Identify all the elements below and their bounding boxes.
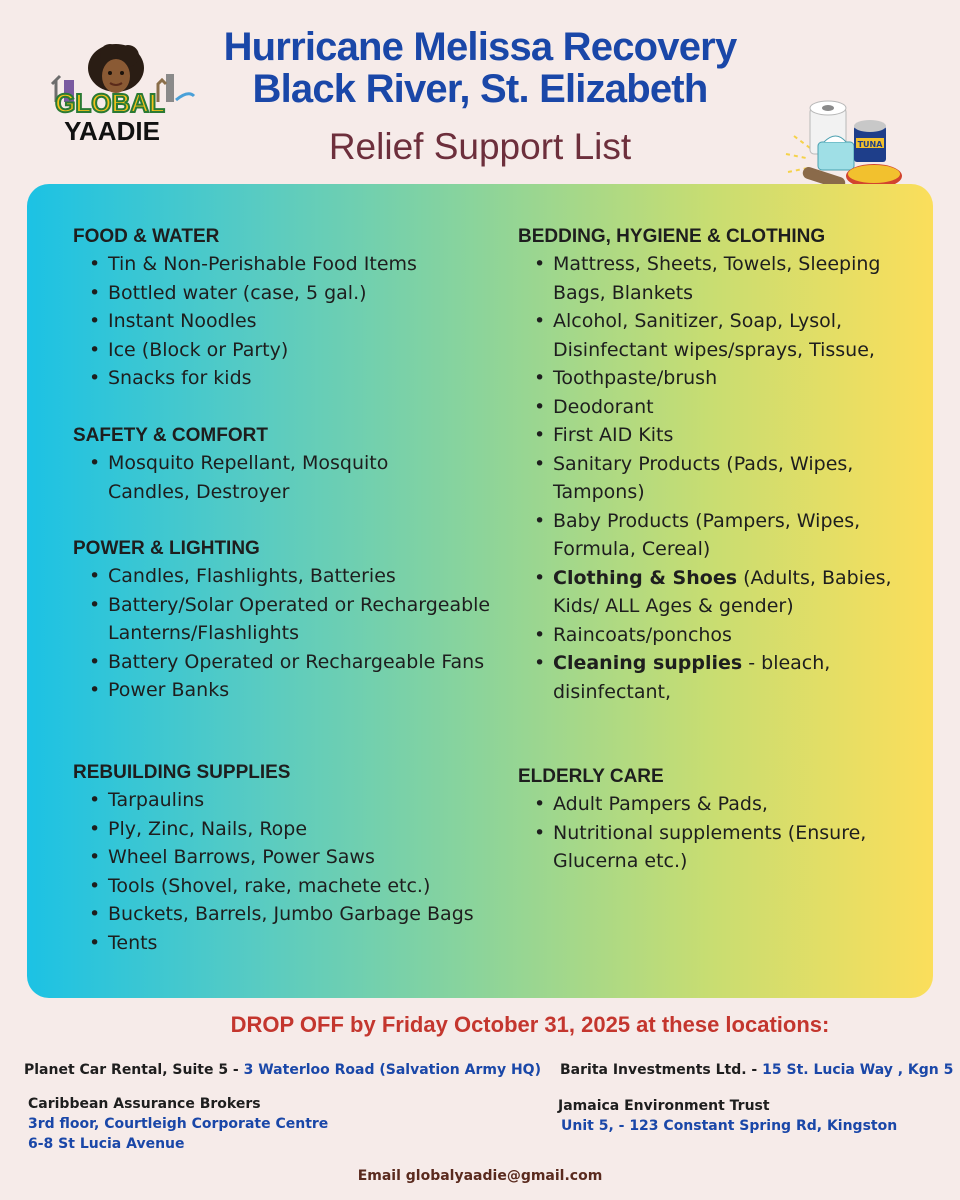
location-name: Planet Car Rental, Suite 5 - [24,1062,244,1078]
cleaning-bold-label: Cleaning supplies [553,652,743,674]
list-item: • Alcohol, Sanitizer, Soap, Lysol, Disinfectant wipes/sprays, Tissue, [534,307,904,364]
location-barita [560,1060,953,1080]
dropoff-heading: DROP OFF by Friday October 31, 2025 at these locations: [230,1012,830,1037]
section-food-water [73,226,417,393]
section-bedding-hygiene-clothing [518,226,904,706]
location-name: Jamaica Environment Trust [558,1098,770,1114]
list-item: • Adult Pampers & Pads, [534,790,914,819]
location-address: Unit 5, - 123 Constant Spring Rd, Kingston [561,1118,898,1134]
list-item: • Battery Operated or Rechargeable Fans [89,648,499,677]
list-item: • Tents [89,929,489,958]
list-item: • Baby Products (Pampers, Wipes, Formula, Cereal) [534,507,904,564]
tuna-can-label: TUNA [857,140,883,149]
logo-text-global: GLOBAL [55,88,165,118]
list-item: • Ply, Zinc, Nails, Rope [89,815,489,844]
list-item: • Instant Noodles [89,307,417,336]
list-item: • Toothpaste/brush [534,364,904,393]
list-item: • Bottled water (case, 5 gal.) [89,279,417,308]
list-item-cleaning [534,649,904,706]
list-item: • Raincoats/ponchos [534,621,904,650]
clothing-detail: (Adults, Babies, Kids/ ALL Ages & gender) [553,566,892,617]
title-line-2: Black River, St. Elizabeth [252,67,708,111]
list-item: • Power Banks [89,676,499,705]
section-elderly-care [518,766,914,876]
section-title: ELDERLY CARE [518,766,664,787]
list-item: • Tools (Shovel, rake, machete etc.) [89,872,489,901]
location-address: 15 St. Lucia Way , Kgn 5 [762,1062,954,1078]
section-power-lighting [73,538,499,705]
section-title: FOOD & WATER [73,226,220,247]
logo-text-yaadie: YAADIE [64,116,160,146]
list-item: • Buckets, Barrels, Jumbo Garbage Bags [89,900,489,929]
list-item: • Snacks for kids [89,364,417,393]
location-address-line-2: 6-8 St Lucia Avenue [28,1136,185,1152]
list-item: • Candles, Flashlights, Batteries [89,562,499,591]
location-address-line-1: 3rd floor, Courtleigh Corporate Centre [28,1116,329,1132]
location-name: Barita Investments Ltd. - [560,1062,763,1078]
relief-list-card [27,184,933,998]
list-item: • Ice (Block or Party) [89,336,417,365]
location-caribbean-assurance [28,1094,328,1154]
location-name: Caribbean Assurance Brokers [28,1096,261,1112]
contact-email[interactable]: Email globalyaadie@gmail.com [357,1168,603,1184]
list-item: • Sanitary Products (Pads, Wipes, Tampons) [534,450,904,507]
clothing-bold-label: Clothing & Shoes [553,566,738,589]
list-item: • Battery/Solar Operated or Rechargeable Lanterns/Flashlights [89,591,499,648]
subtitle: Relief Support List [328,126,632,167]
section-title: POWER & LIGHTING [73,538,260,559]
location-jamaica-environment-trust [558,1096,897,1136]
list-item: • Mosquito Repellant, Mosquito Candles, Destroyer [89,449,429,506]
list-item: • Tin & Non-Perishable Food Items [89,250,417,279]
list-item: • Tarpaulins [89,786,489,815]
section-title: REBUILDING SUPPLIES [73,762,291,783]
cleaning-detail: - bleach, disinfectant, [553,652,831,703]
list-item: • Deodorant [534,393,904,422]
list-item: • Wheel Barrows, Power Saws [89,843,489,872]
list-item: • Mattress, Sheets, Towels, Sleeping Bags, Blankets [534,250,904,307]
section-rebuilding-supplies [73,762,489,957]
title-line-1: Hurricane Melissa Recovery [223,25,737,69]
location-address: 3 Waterloo Road (Salvation Army HQ) [243,1062,541,1078]
location-planet-car-rental [24,1060,541,1080]
list-item: • Nutritional supplements (Ensure, Glucerna etc.) [534,819,914,876]
list-item-clothing [534,564,904,621]
list-item: • First AID Kits [534,421,904,450]
section-title: BEDDING, HYGIENE & CLOTHING [518,226,826,247]
section-title: SAFETY & COMFORT [73,425,268,446]
section-safety-comfort [73,425,429,506]
